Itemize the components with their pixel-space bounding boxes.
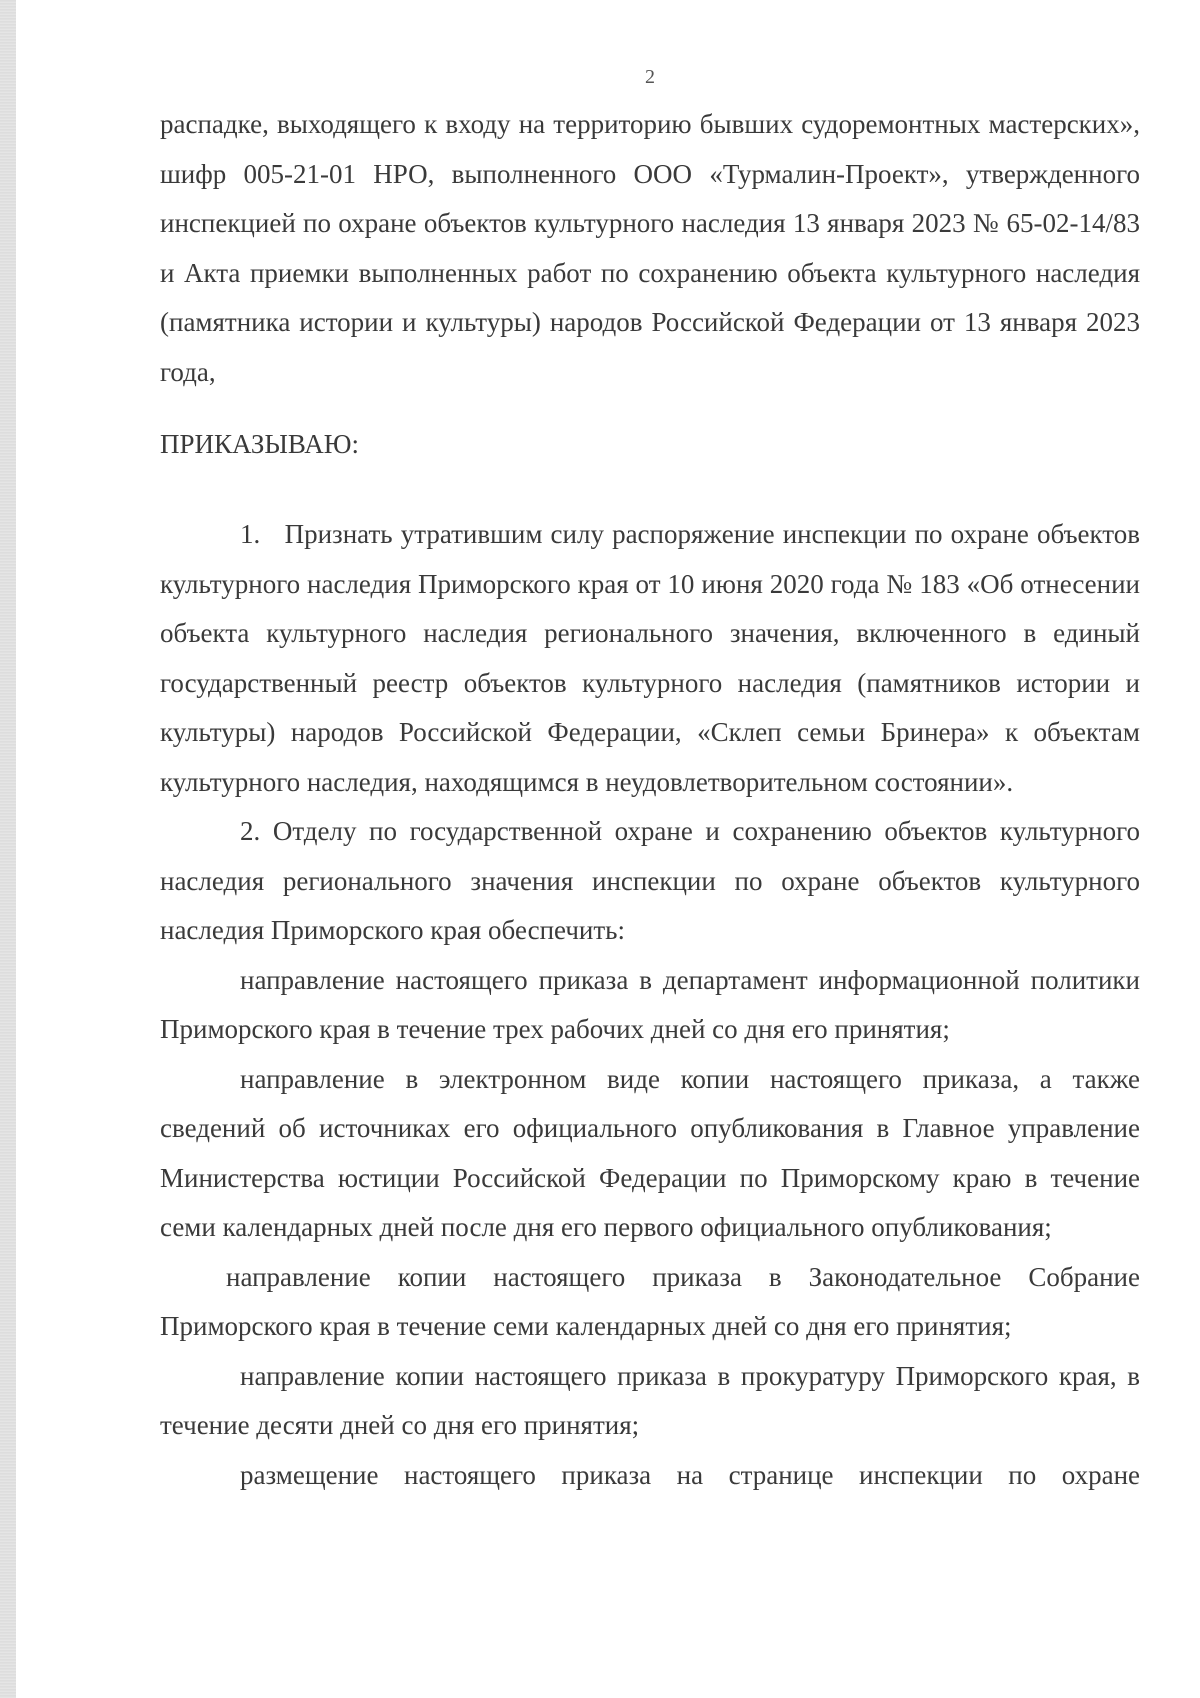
- order-heading: ПРИКАЗЫВАЮ:: [160, 429, 359, 459]
- order-item-2-sub-5: размещение настоящего приказа на странице инспекции по охране: [240, 1459, 1140, 1490]
- order-item-2-sub-3: направление копии настоящего приказа в Законодательное Собрание Приморского края в течение семи календарных дней со дня его принятия;: [160, 1261, 1140, 1341]
- page-number: 2: [645, 66, 655, 88]
- intro-paragraph-block: [160, 100, 1140, 397]
- order-items: [160, 510, 1140, 1500]
- order-item-2-sub-1: направление настоящего приказа в департамент информационной политики Приморского края в течение трех рабочих дней со дня его принятия;: [160, 964, 1140, 1044]
- order-item-1: 1. Признать утратившим силу распоряжение инспекции по охране объектов культурного наследия Приморского края от 10 июня 2020 года № 183 «Об отнесении объекта культурного наследия регионального значения, включенного в единый государственный реестр объектов культурного наследия (памятников истории и культуры) народов Российской Федерации, «Склеп семьи Бринера» к объектам культурного наследия, находящимся в неудовлетворительном состоянии».: [160, 519, 1140, 797]
- order-heading-block: [160, 420, 1140, 470]
- intro-paragraph: распадке, выходящего к входу на территорию бывших судоремонтных мастерских», шифр 005-21-01 НРО, выполненного ООО «Турмалин-Проект», утвержденного инспекцией по охране объектов культурного наследия 13 января 2023 № 65-02-14/83 и Акта приемки выполненных работ по сохранению объекта культурного наследия (памятника истории и культуры) народов Российской Федерации от 13 января 2023 года,: [160, 109, 1140, 387]
- order-item-2-sub-2: направление в электронном виде копии настоящего приказа, а также сведений об источниках его официального опубликования в Главное управление Министерства юстиции Российской Федерации по Приморскому краю в течение семи календарных дней после дня его первого официального опубликования;: [160, 1063, 1140, 1242]
- order-item-2: 2. Отделу по государственной охране и сохранению объектов культурного наследия регионального значения инспекции по охране объектов культурного наследия Приморского края обеспечить:: [160, 816, 1140, 945]
- order-item-2-sub-4: направление копии настоящего приказа в прокуратуру Приморского края, в течение десяти дней со дня его принятия;: [160, 1360, 1140, 1440]
